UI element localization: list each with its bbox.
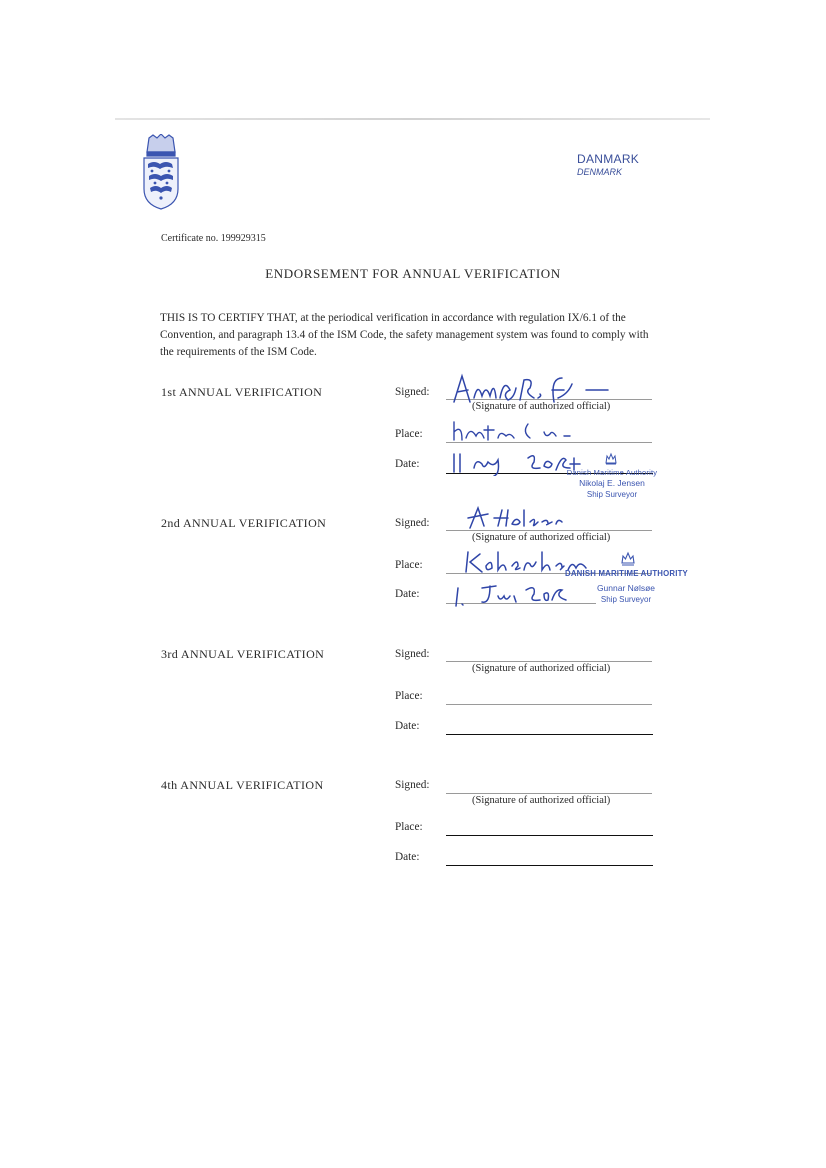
verification-2-stamp-name: Gunnar Nølsøe: [596, 583, 656, 593]
verification-4-label: 4th ANNUAL VERIFICATION: [161, 778, 324, 792]
verification-2-stamp-authority: DANISH MARITIME AUTHORITY: [565, 569, 688, 578]
danish-coat-of-arms-icon: [140, 134, 182, 210]
verification-2-signature-image: [464, 504, 564, 532]
verification-3-place-label: Place:: [395, 690, 423, 702]
verification-1-signed-label: Signed:: [395, 386, 430, 398]
verification-4-signed-label: Signed:: [395, 779, 430, 791]
verification-3-signed-label: Signed:: [395, 648, 430, 660]
verification-1-place-label: Place:: [395, 428, 423, 440]
verification-2-stamp-crown-icon: [620, 551, 636, 567]
verification-4-date-label: Date:: [395, 851, 420, 863]
verification-2-official-stamp: [565, 568, 687, 605]
verification-1-stamp-name: Nikolaj E. Jensen: [579, 478, 645, 488]
verification-2-date-label: Date:: [395, 588, 420, 600]
verification-2-label: 2nd ANNUAL VERIFICATION: [161, 516, 327, 530]
country-name: DANMARK: [577, 152, 640, 166]
verification-3-date-line: [446, 734, 653, 735]
country-name-english: DENMARK: [577, 167, 623, 177]
verification-2-date-handwriting: [452, 580, 572, 608]
verification-3-signature-line: [446, 661, 652, 662]
verification-2-signature-caption: (Signature of authorized official): [472, 532, 611, 543]
statement-text: THIS IS TO CERTIFY THAT, at the periodical verification in accordance with regulation IX/6.1 of the Convention, and paragraph 13.4 of the ISM Code, the safety management system was found to comply with the requirements of the ISM Code.: [160, 312, 649, 358]
verification-4-signature-line: [446, 793, 652, 794]
verification-4-place-line: [446, 835, 653, 836]
verification-1-date-label: Date:: [395, 458, 420, 470]
verification-2-signed-label: Signed:: [395, 517, 430, 529]
verification-1-stamp-title: Ship Surveyor: [586, 490, 638, 499]
country-header: [577, 152, 639, 177]
certification-statement: [160, 310, 660, 361]
certificate-number: Certificate no. 199929315: [161, 233, 266, 244]
verification-1-official-stamp: [554, 467, 670, 500]
verification-2-place-label: Place:: [395, 559, 423, 571]
verification-1-signature-caption: (Signature of authorized official): [472, 401, 611, 412]
verification-3-date-label: Date:: [395, 720, 420, 732]
verification-3-signature-caption: (Signature of authorized official): [472, 663, 611, 674]
verification-2-stamp-title: Ship Surveyor: [600, 595, 652, 604]
verification-1-stamp-crown-icon: [604, 452, 618, 466]
verification-1-signature-image: [448, 372, 618, 406]
verification-4-place-label: Place:: [395, 821, 423, 833]
verification-4-signature-caption: (Signature of authorized official): [472, 795, 611, 806]
page-title: ENDORSEMENT FOR ANNUAL VERIFICATION: [265, 266, 561, 281]
verification-3-label: 3rd ANNUAL VERIFICATION: [161, 647, 325, 661]
verification-1-stamp-authority: Danish Maritime Authority: [566, 468, 658, 477]
verification-1-label: 1st ANNUAL VERIFICATION: [161, 385, 323, 399]
verification-4-date-line: [446, 865, 653, 866]
verification-3-place-line: [446, 704, 652, 705]
top-scan-rule: [115, 118, 710, 120]
verification-1-place-handwriting: [448, 418, 608, 444]
